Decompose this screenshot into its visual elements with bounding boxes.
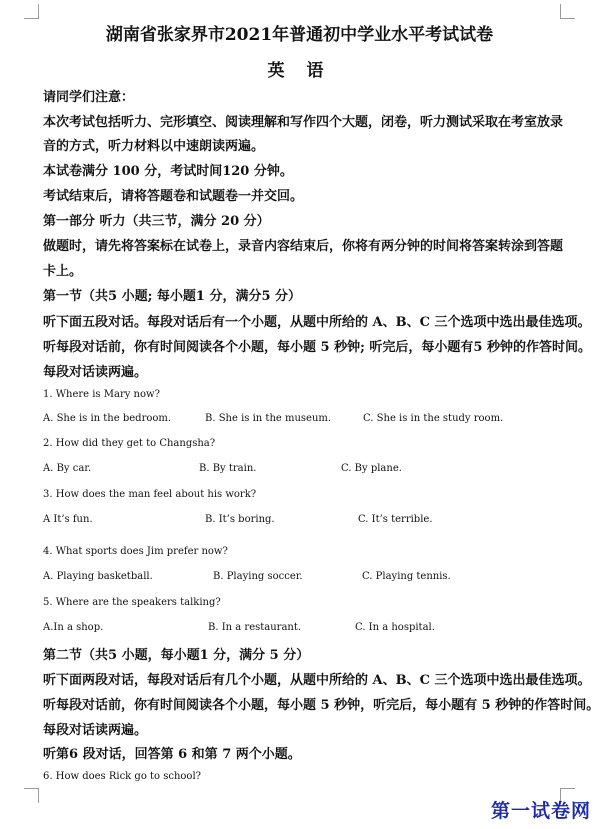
section2-heading: 第二节（共5 小题，每小题1 分，满分 5 分） (43, 648, 310, 663)
part1-intro-line: 卡上。 (43, 264, 83, 279)
question-1: 1. Where is Mary now? (43, 389, 160, 400)
notice-line: 考试结束后，请将答题卷和试题卷一并交回。 (43, 189, 304, 204)
notice-line: 本次考试包括听力、完形填空、阅读理解和写作四个大题，闭卷，听力测试采取在考室放录 (43, 115, 564, 130)
q5-option-a: A.In a shop. (43, 622, 104, 633)
q3-option-a: A It’s fun. (43, 514, 93, 525)
crop-mark-top-right (560, 4, 575, 19)
question-6: 6. How does Rick go to school? (43, 771, 202, 782)
section1-instruction: 每段对话读两遍。 (43, 365, 148, 380)
q2-option-c: C. By plane. (341, 463, 402, 474)
q1-option-c: C. She is in the study room. (363, 413, 504, 424)
notice-heading: 请同学们注意： (43, 90, 135, 105)
notice-line: 本试卷满分 100 分，考试时间120 分钟。 (43, 164, 293, 179)
q4-option-b: B. Playing soccer. (213, 571, 303, 582)
crop-mark-top-left (24, 4, 39, 19)
question-5: 5. Where are the speakers talking? (43, 597, 221, 608)
crop-mark-bottom-left (24, 788, 39, 803)
question-2: 2. How did they get to Changsha? (43, 438, 216, 449)
watermark-logo: 第一试卷网 (490, 800, 591, 822)
exam-subject: 英 语 (267, 61, 332, 81)
exam-title: 湖南省张家界市2021年普通初中学业水平考试试卷 (105, 25, 494, 45)
part1-heading: 第一部分 听力（共三节，满分 20 分） (43, 214, 270, 229)
q3-option-b: B. It’s boring. (205, 514, 275, 525)
q2-option-b: B. By train. (199, 463, 257, 474)
section2-instruction: 听每段对话前，你有时间阅读各个小题，每小题 5 秒钟，听完后，每小题有 5 秒钟的作答时间。 (43, 698, 599, 713)
section1-instruction: 听下面五段对话。每段对话后有一个小题，从题中所给的 A、B、C 三个选项中选出最佳选项。 (43, 315, 591, 330)
q4-option-a: A. Playing basketball. (43, 571, 153, 582)
section1-instruction: 听每段对话前，你有时间阅读各个小题，每小题 5 秒钟; 听完后，每小题有5 秒钟的作答时间。 (43, 340, 591, 355)
q1-option-a: A. She is in the bedroom. (43, 413, 172, 424)
question-3: 3. How does the man feel about his work? (43, 489, 257, 500)
section1-heading: 第一节（共5 小题; 每小题1 分，满分5 分） (43, 289, 302, 304)
q3-option-c: C. It’s terrible. (358, 514, 433, 525)
section2-instruction: 每段对话读两遍。 (43, 723, 148, 738)
question-4: 4. What sports does Jim prefer now? (43, 546, 228, 557)
q5-option-b: B. In a restaurant. (208, 622, 302, 633)
q5-option-c: C. In a hospital. (355, 622, 435, 633)
dialogue-note: 听第6 段对话，回答第 6 和第 7 两个小题。 (43, 747, 301, 762)
section2-instruction: 听下面两段对话，每段对话后有几个小题，从题中所给的 A、B、C 三个选项中选出最佳选项。 (43, 673, 591, 688)
part1-intro-line: 做题时，请先将答案标在试卷上，录音内容结束后，你将有两分钟的时间将答案转涂到答题 (43, 239, 564, 254)
q4-option-c: C. Playing tennis. (362, 571, 451, 582)
q2-option-a: A. By car. (43, 463, 92, 474)
notice-line: 音的方式，听力材料以中速朗读两遍。 (43, 139, 265, 154)
q1-option-b: B. She is in the museum. (205, 413, 332, 424)
